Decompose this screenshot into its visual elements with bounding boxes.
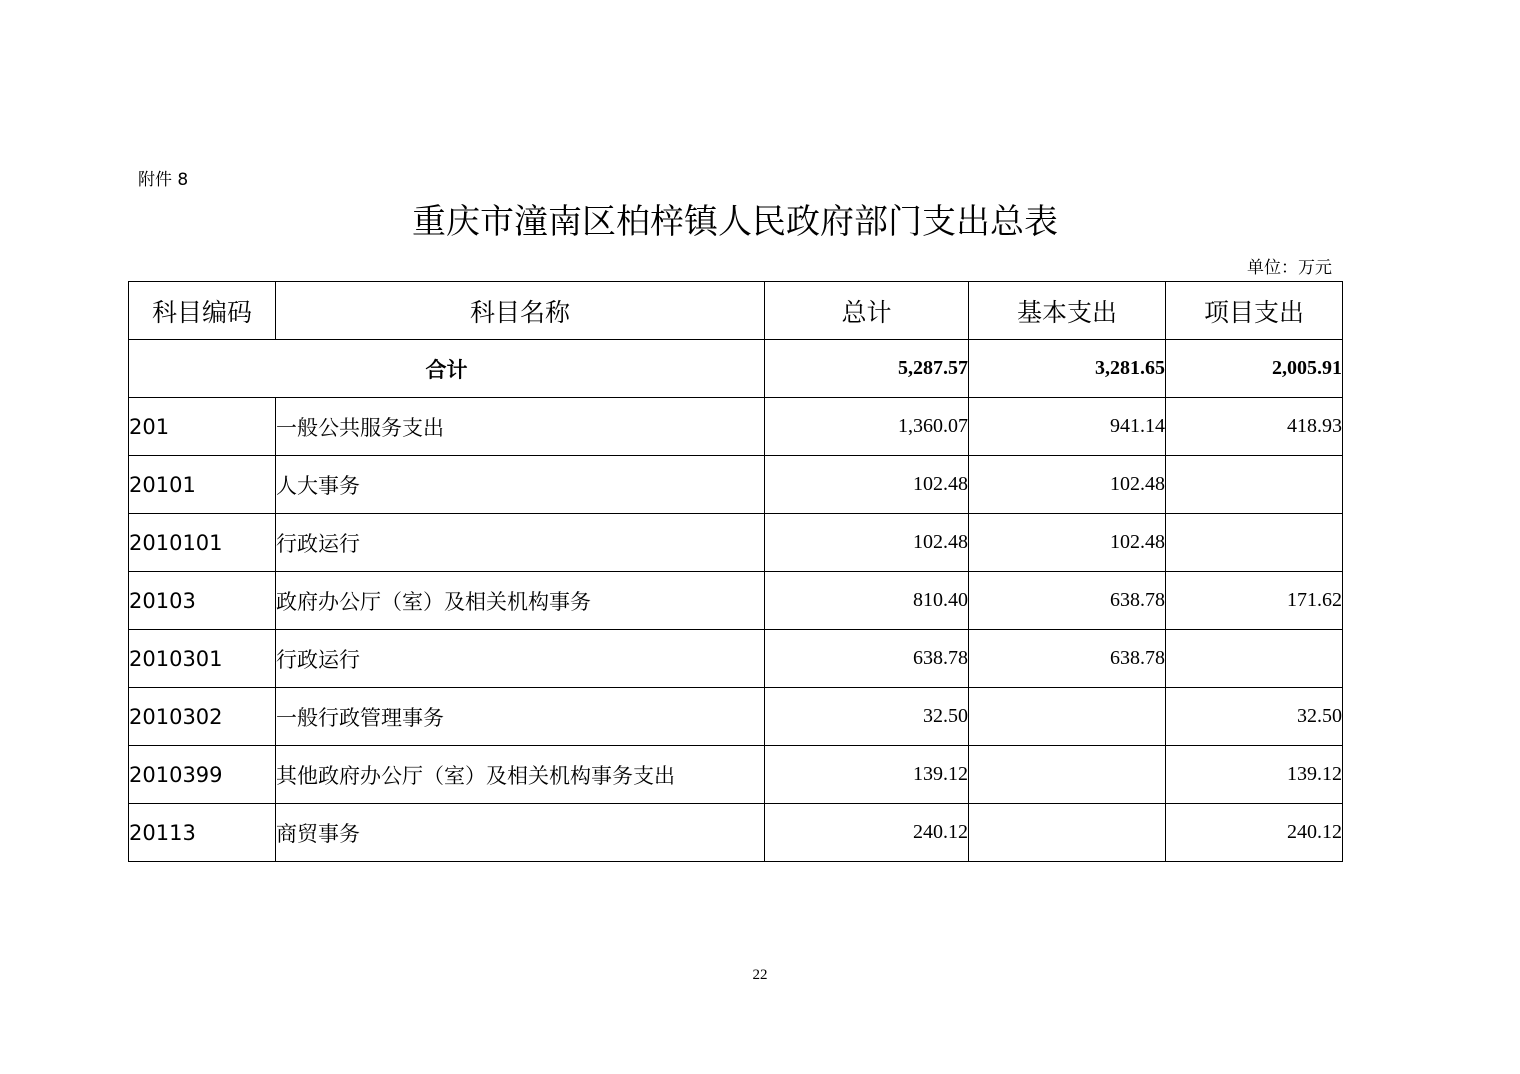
header-code: 科目编码 bbox=[129, 282, 276, 340]
row-basic bbox=[969, 804, 1166, 862]
row-code: 201 bbox=[129, 398, 276, 456]
header-name: 科目名称 bbox=[276, 282, 765, 340]
row-project: 240.12 bbox=[1166, 804, 1343, 862]
row-project: 32.50 bbox=[1166, 688, 1343, 746]
unit-label: 单位：万元 bbox=[1247, 258, 1332, 278]
row-code: 20101 bbox=[129, 456, 276, 514]
summary-label: 合计 bbox=[129, 340, 765, 398]
table-row bbox=[129, 746, 1343, 804]
header-total: 总计 bbox=[765, 282, 969, 340]
table-row bbox=[129, 514, 1343, 572]
row-basic bbox=[969, 746, 1166, 804]
table-row bbox=[129, 630, 1343, 688]
row-total: 139.12 bbox=[765, 746, 969, 804]
row-name: 行政运行 bbox=[276, 630, 765, 688]
page-title: 重庆市潼南区柏梓镇人民政府部门支出总表 bbox=[412, 202, 1058, 242]
row-code: 2010399 bbox=[129, 746, 276, 804]
attachment-label: 附件 8 bbox=[138, 170, 189, 190]
expenditure-table bbox=[128, 281, 1343, 862]
row-name: 行政运行 bbox=[276, 514, 765, 572]
table-row bbox=[129, 456, 1343, 514]
row-name: 其他政府办公厅（室）及相关机构事务支出 bbox=[276, 746, 765, 804]
table-row bbox=[129, 804, 1343, 862]
row-project bbox=[1166, 514, 1343, 572]
table-row bbox=[129, 398, 1343, 456]
row-name: 一般行政管理事务 bbox=[276, 688, 765, 746]
row-code: 20103 bbox=[129, 572, 276, 630]
row-project: 139.12 bbox=[1166, 746, 1343, 804]
row-basic bbox=[969, 688, 1166, 746]
row-project bbox=[1166, 630, 1343, 688]
header-project: 项目支出 bbox=[1166, 282, 1343, 340]
row-total: 102.48 bbox=[765, 514, 969, 572]
summary-project: 2,005.91 bbox=[1166, 340, 1343, 398]
page-number: 22 bbox=[752, 967, 768, 983]
row-project: 171.62 bbox=[1166, 572, 1343, 630]
row-total: 32.50 bbox=[765, 688, 969, 746]
row-total: 240.12 bbox=[765, 804, 969, 862]
row-total: 102.48 bbox=[765, 456, 969, 514]
table-row bbox=[129, 572, 1343, 630]
row-project bbox=[1166, 456, 1343, 514]
row-name: 人大事务 bbox=[276, 456, 765, 514]
row-basic: 941.14 bbox=[969, 398, 1166, 456]
summary-row bbox=[129, 340, 1343, 398]
row-code: 2010302 bbox=[129, 688, 276, 746]
row-total: 638.78 bbox=[765, 630, 969, 688]
row-name: 政府办公厅（室）及相关机构事务 bbox=[276, 572, 765, 630]
table-body bbox=[129, 340, 1343, 862]
table-header-row bbox=[129, 282, 1343, 340]
summary-total: 5,287.57 bbox=[765, 340, 969, 398]
row-total: 1,360.07 bbox=[765, 398, 969, 456]
row-basic: 638.78 bbox=[969, 572, 1166, 630]
row-project: 418.93 bbox=[1166, 398, 1343, 456]
row-total: 810.40 bbox=[765, 572, 969, 630]
row-basic: 102.48 bbox=[969, 514, 1166, 572]
row-code: 20113 bbox=[129, 804, 276, 862]
summary-basic: 3,281.65 bbox=[969, 340, 1166, 398]
row-name: 商贸事务 bbox=[276, 804, 765, 862]
row-code: 2010301 bbox=[129, 630, 276, 688]
header-basic: 基本支出 bbox=[969, 282, 1166, 340]
row-basic: 638.78 bbox=[969, 630, 1166, 688]
row-name: 一般公共服务支出 bbox=[276, 398, 765, 456]
table-row bbox=[129, 688, 1343, 746]
row-basic: 102.48 bbox=[969, 456, 1166, 514]
row-code: 2010101 bbox=[129, 514, 276, 572]
